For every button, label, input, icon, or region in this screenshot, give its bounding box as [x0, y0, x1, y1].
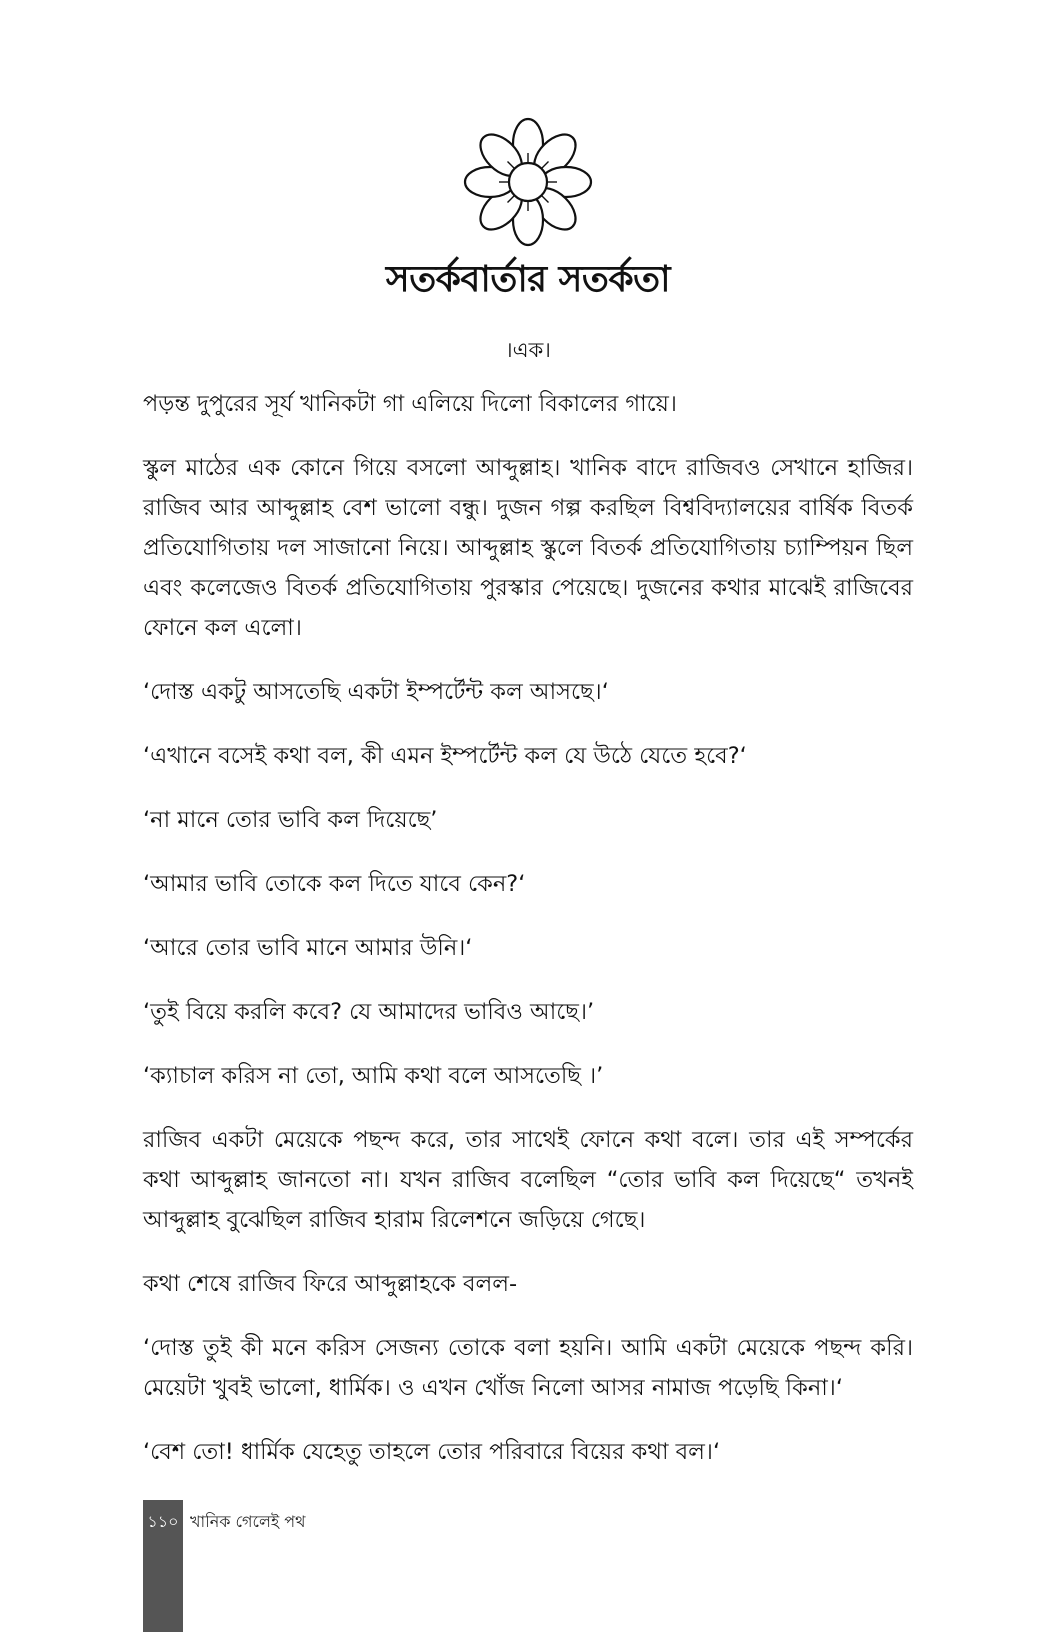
paragraph: কথা শেষে রাজিব ফিরে আব্দুল্লাহকে বলল- [143, 1271, 518, 1297]
dialogue-line: ‘না মানে তোর ভাবি কল দিয়েছে’ [143, 807, 438, 833]
paragraph: পড়ন্ত দুপুরের সূর্য খানিকটা গা এলিয়ে দিলো বিকালের গায়ে। [143, 391, 677, 417]
dialogue-line: ‘আরে তোর ভাবি মানে আমার উনি।‘ [143, 935, 473, 961]
dialogue-line: ‘দোস্ত একটু আসতেছি একটা ইম্পর্টেন্ট কল আসছে।‘ [143, 679, 609, 705]
page-number: ১১০ [147, 1512, 179, 1531]
dialogue-line: ‘তুই বিয়ে করলি কবে? যে আমাদের ভাবিও আছে।’ [143, 999, 595, 1025]
dialogue-line: ‘বেশ তো! ধার্মিক যেহেতু তাহলে তোর পরিবারে বিয়ের কথা বল।‘ [143, 1439, 721, 1465]
chapter-body [143, 384, 913, 1496]
dialogue-line: ‘আমার ভাবি তোকে কল দিতে যাবে কেন?‘ [143, 871, 526, 897]
paragraph: রাজিব একটা মেয়েকে পছন্দ করে, তার সাথেই ফোনে কথা বলে। তার এই সম্পর্কের কথা আব্দুল্লাহ জানতো না। যখন রাজিব বলেছিল “তোর ভাবি কল দিয়েছে“ তখনই আব্দুল্লাহ বুঝেছিল রাজিব হারাম রিলেশনে জড়িয়ে গেছে। [143, 1127, 913, 1233]
dialogue-line: ‘ক্যাচাল করিস না তো, আমি কথা বলে আসতেছি ।’ [143, 1063, 604, 1089]
section-marker: ।এক। [505, 338, 551, 362]
dialogue-line: ‘এখানে বসেই কথা বল, কী এমন ইম্পর্টেন্ট কল যে উঠে যেতে হবে?‘ [143, 743, 747, 769]
paragraph: স্কুল মাঠের এক কোনে গিয়ে বসলো আব্দুল্লাহ। খানিক বাদে রাজিবও সেখানে হাজির। রাজিব আর আব্দুল্লাহ বেশ ভালো বন্ধু। দুজন গল্প করছিল বিশ্ববিদ্যালয়ের বার্ষিক বিতর্ক প্রতিযোগিতায় দল সাজানো নিয়ে। আব্দুল্লাহ স্কুলে বিতর্ক প্রতিযোগিতায় চ্যাম্পিয়ন ছিল এবং কলেজেও বিতর্ক প্রতিযোগিতায় পুরস্কার পেয়েছে। দুজনের কথার মাঝেই রাজিবের ফোনে কল এলো। [143, 455, 913, 641]
flower-icon [458, 112, 598, 252]
chapter-title: সতর্কবার্তার সতর্কতা [385, 259, 671, 300]
dialogue-line: ‘দোস্ত তুই কী মনে করিস সেজন্য তোকে বলা হয়নি। আমি একটা মেয়েকে পছন্দ করি। মেয়েটা খুবই ভালো, ধার্মিক। ও এখন খোঁজ নিলো আসর নামাজ পড়েছি কিনা।‘ [143, 1335, 913, 1401]
running-footer-title: খানিক গেলেই পথ [190, 1512, 306, 1531]
